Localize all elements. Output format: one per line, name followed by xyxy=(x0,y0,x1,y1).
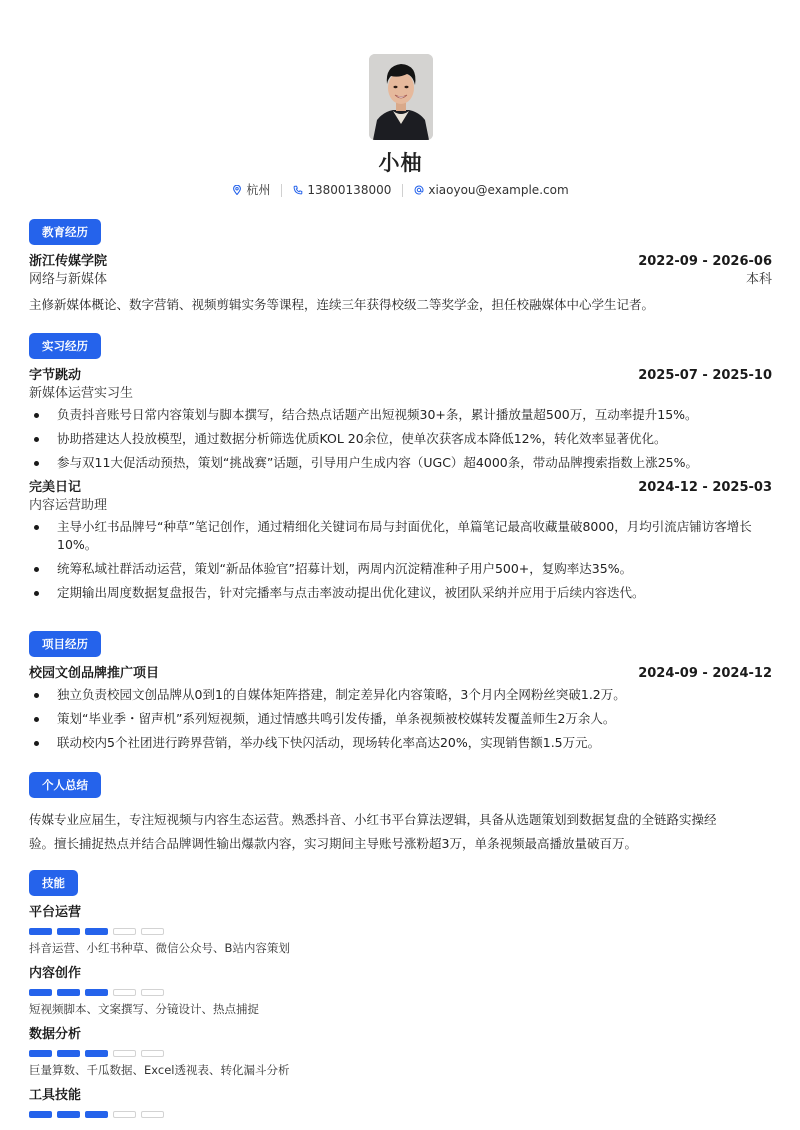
achievement-item: 负责抖音账号日常内容策划与脚本撰写，结合热点话题产出短视频30+条，累计播放量超500万，互动率提升15%。 xyxy=(29,406,772,424)
skill-name: 数据分析 xyxy=(29,1027,82,1042)
skill-item xyxy=(29,904,772,956)
achievement-list xyxy=(29,406,772,472)
achievement-list xyxy=(29,686,772,752)
level-segment-filled xyxy=(29,928,52,935)
level-segment-empty xyxy=(141,1111,164,1118)
level-segment-filled xyxy=(29,1050,52,1057)
achievement-item: 策划“毕业季・留声机”系列短视频，通过情感共鸣引发传播，单条视频被校媒转发覆盖师生2万余人。 xyxy=(29,710,772,728)
level-segment-empty xyxy=(141,989,164,996)
company-name: 完美日记 xyxy=(29,480,82,495)
skill-level-bar xyxy=(29,1111,772,1118)
level-segment-empty xyxy=(141,928,164,935)
contact-row xyxy=(29,181,772,199)
education-section xyxy=(29,219,772,314)
contact-location xyxy=(232,181,270,199)
company-name: 字节跳动 xyxy=(29,368,82,383)
achievement-item: 联动校内5个社团进行跨界营销，举办线下快闪活动，现场转化率高达20%，实现销售额1.5万元。 xyxy=(29,734,772,752)
skill-name: 平台运营 xyxy=(29,905,82,920)
school-name: 浙江传媒学院 xyxy=(29,254,108,269)
email-text: xiaoyou@example.com xyxy=(428,183,569,197)
level-segment-filled xyxy=(85,989,108,996)
level-segment-filled xyxy=(85,1050,108,1057)
level-segment-filled xyxy=(57,928,80,935)
summary-line: 传媒专业应届生，专注短视频与内容生态运营。熟悉抖音、小红书平台算法逻辑，具备从选题策划到数据复盘的全链路实操经 xyxy=(29,812,717,827)
skill-level-bar xyxy=(29,928,772,935)
achievement-item: 定期输出周度数据复盘报告，针对完播率与点击率波动提出优化建议，被团队采纳并应用于后续内容迭代。 xyxy=(29,584,772,602)
internship-date: 2025-07 - 2025-10 xyxy=(638,368,772,383)
achievement-item: 参与双11大促活动预热，策划“挑战赛”话题，引导用户生成内容（UGC）超4000条，带动品牌搜索指数上涨25%。 xyxy=(29,454,772,472)
section-title-internship: 实习经历 xyxy=(29,333,101,359)
achievement-item: 协助搭建达人投放模型，通过数据分析筛选优质KOL 20余位，使单次获客成本降低12%，转化效率显著优化。 xyxy=(29,430,772,448)
level-segment-filled xyxy=(57,989,80,996)
level-segment-filled xyxy=(29,1111,52,1118)
summary-line: 验。擅长捕捉热点并结合品牌调性输出爆款内容，实习期间主导账号涨粉超3万，单条视频最高播放量破百万。 xyxy=(29,836,637,851)
project-name: 校园文创品牌推广项目 xyxy=(29,666,160,681)
summary-section xyxy=(29,772,772,856)
achievement-item: 统筹私域社群活动运营，策划“新品体验官”招募计划，两周内沉淀精准种子用户500+，复购率达35%。 xyxy=(29,560,772,578)
education-description: 主修新媒体概论、数字营销、视频剪辑实务等课程，连续三年获得校级二等奖学金，担任校融媒体中心学生记者。 xyxy=(29,297,655,312)
profile-photo xyxy=(369,54,433,140)
skill-item xyxy=(29,1087,772,1118)
level-segment-empty xyxy=(113,1050,136,1057)
section-title-project: 项目经历 xyxy=(29,631,101,657)
contact-phone[interactable] xyxy=(293,181,391,199)
skill-description: 巨量算数、千瓜数据、Excel透视表、转化漏斗分析 xyxy=(29,1063,290,1077)
level-segment-filled xyxy=(57,1111,80,1118)
education-date: 2022-09 - 2026-06 xyxy=(638,254,772,269)
skill-level-bar xyxy=(29,1050,772,1057)
job-role: 新媒体运营实习生 xyxy=(29,386,134,401)
resume-header xyxy=(29,0,772,199)
contact-email[interactable] xyxy=(414,181,568,199)
level-segment-filled xyxy=(85,1111,108,1118)
major: 网络与新媒体 xyxy=(29,272,108,287)
internship-section xyxy=(29,333,772,608)
phone-icon xyxy=(293,185,303,195)
avatar-illustration xyxy=(369,54,433,140)
education-entry xyxy=(29,253,772,314)
skill-name: 工具技能 xyxy=(29,1088,82,1103)
section-title-education: 教育经历 xyxy=(29,219,101,245)
level-segment-empty xyxy=(113,989,136,996)
skill-name: 内容创作 xyxy=(29,966,82,981)
skills-section xyxy=(29,870,772,1123)
section-title-summary: 个人总结 xyxy=(29,772,101,798)
level-segment-filled xyxy=(85,928,108,935)
project-section xyxy=(29,631,772,758)
level-segment-empty xyxy=(141,1050,164,1057)
level-segment-filled xyxy=(57,1050,80,1057)
skill-item xyxy=(29,965,772,1017)
location-pin-icon xyxy=(232,185,242,195)
internship-entry xyxy=(29,479,772,602)
internship-date: 2024-12 - 2025-03 xyxy=(638,480,772,495)
at-sign-icon xyxy=(414,185,424,195)
skill-item xyxy=(29,1026,772,1078)
achievement-item: 独立负责校园文创品牌从0到1的自媒体矩阵搭建，制定差异化内容策略，3个月内全网粉丝突破1.2万。 xyxy=(29,686,772,704)
degree: 本科 xyxy=(745,272,772,287)
skill-description: 短视频脚本、文案撰写、分镜设计、热点捕捉 xyxy=(29,1002,259,1016)
skill-level-bar xyxy=(29,989,772,996)
project-date: 2024-09 - 2024-12 xyxy=(638,666,772,681)
summary-text xyxy=(29,808,772,856)
contact-divider xyxy=(281,184,282,197)
location-text: 杭州 xyxy=(246,183,271,197)
job-role: 内容运营助理 xyxy=(29,498,108,513)
level-segment-empty xyxy=(113,928,136,935)
level-segment-filled xyxy=(29,989,52,996)
candidate-name: 小柚 xyxy=(378,151,423,175)
internship-entry xyxy=(29,367,772,472)
achievement-item: 主导小红书品牌号“种草”笔记创作，通过精细化关键词布局与封面优化，单篇笔记最高收藏量破8000，月均引流店铺访客增长10%。 xyxy=(29,518,772,554)
phone-text: 13800138000 xyxy=(307,183,392,197)
section-title-skills: 技能 xyxy=(29,870,78,896)
skill-description: 抖音运营、小红书种草、微信公众号、B站内容策划 xyxy=(29,941,290,955)
contact-divider xyxy=(402,184,403,197)
project-entry xyxy=(29,665,772,752)
level-segment-empty xyxy=(113,1111,136,1118)
achievement-list xyxy=(29,518,772,602)
